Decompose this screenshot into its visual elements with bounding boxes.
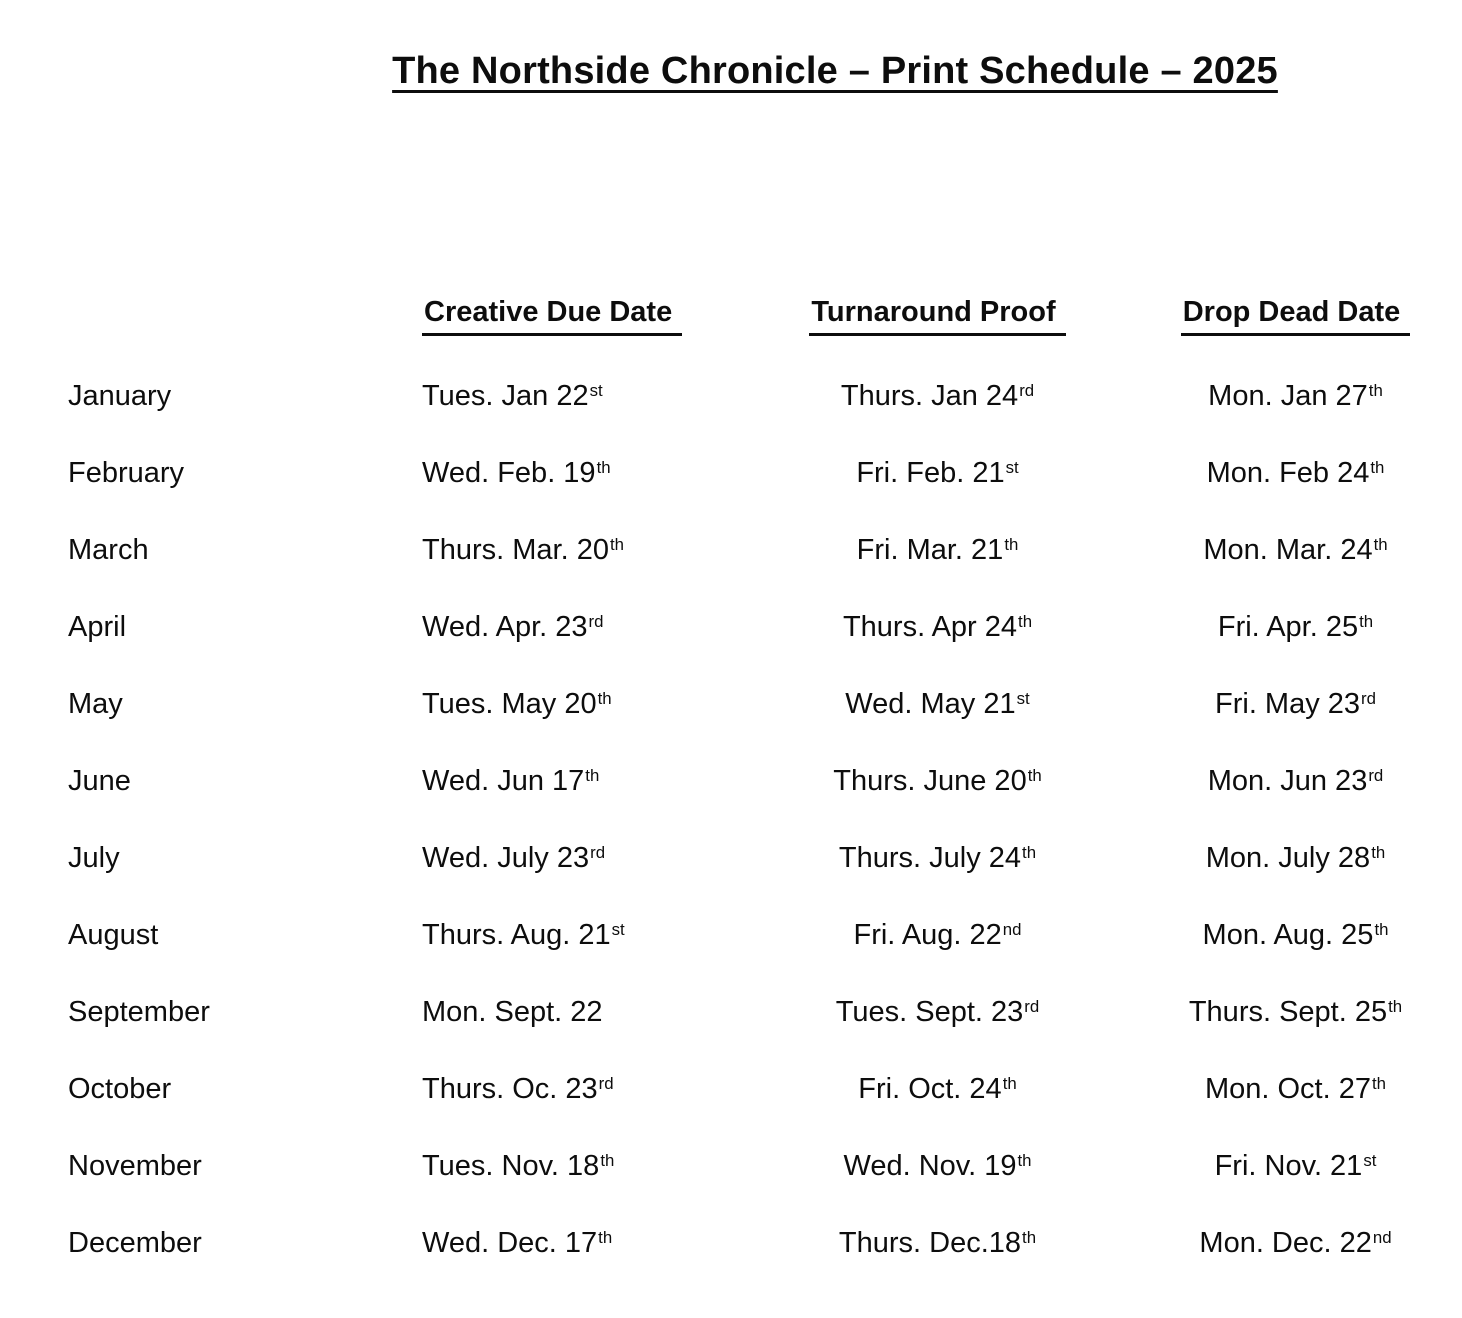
drop-dead-date-cell (1105, 1150, 1462, 1183)
drop-dead-date-cell (1105, 457, 1462, 490)
drop-dead-date-cell (1105, 688, 1462, 721)
ordinal-suffix: th (1004, 534, 1019, 554)
drop-dead-date-cell (1105, 919, 1462, 952)
ordinal-suffix: st (611, 919, 625, 939)
ordinal-suffix: rd (598, 1073, 614, 1093)
ordinal-suffix: th (600, 1150, 615, 1170)
creative-due-date-cell (422, 534, 770, 567)
creative-due-date-cell (422, 765, 770, 798)
ordinal-suffix: th (1371, 1073, 1387, 1093)
creative-due-date-cell (422, 611, 770, 644)
ordinal-suffix: st (589, 380, 603, 400)
creative-due-date-cell (422, 1073, 770, 1106)
page-title: The Northside Chronicle – Print Schedule – 2025 (392, 50, 1278, 92)
table-row-january (0, 358, 1462, 435)
ordinal-suffix: th (1371, 842, 1386, 862)
date-text: Mon. Oct. 27 (1204, 1073, 1371, 1105)
drop-dead-date-cell (1105, 1073, 1462, 1106)
table-row-march (0, 512, 1462, 589)
date-text: Thurs. Sept. 25 (1188, 996, 1388, 1028)
creative-due-date-cell (422, 996, 770, 1029)
creative-due-date-header: Creative Due Date (422, 296, 682, 336)
ordinal-suffix: rd (1361, 688, 1376, 708)
month-label: April (68, 611, 127, 643)
ordinal-suffix: th (1373, 534, 1388, 554)
turnaround-proof-cell (770, 534, 1105, 567)
ordinal-suffix: rd (588, 611, 604, 631)
date-text: Wed. Nov. 19 (843, 1150, 1017, 1182)
ordinal-suffix: nd (1002, 919, 1022, 939)
date-text: Wed. Jun 17 (422, 765, 585, 797)
date-text: Wed. Apr. 23 (422, 611, 588, 643)
ordinal-suffix: th (1018, 611, 1033, 631)
turnaround-proof-cell (770, 457, 1105, 490)
ordinal-suffix: rd (1368, 765, 1384, 785)
creative-due-date-cell (422, 1227, 770, 1260)
ordinal-suffix: rd (1024, 996, 1040, 1016)
date-text: Thurs. Mar. 20 (422, 534, 609, 566)
date-text: Fri. Oct. 24 (858, 1073, 1002, 1105)
date-text: Fri. Aug. 22 (853, 919, 1002, 951)
date-text: Mon. July 28 (1205, 842, 1371, 874)
ordinal-suffix: th (1368, 380, 1383, 400)
date-text: Wed. Feb. 19 (422, 457, 596, 489)
month-label: December (68, 1227, 202, 1259)
ordinal-suffix: rd (590, 842, 606, 862)
date-text: Tues. Sept. 23 (835, 996, 1024, 1028)
drop-dead-date-cell (1105, 996, 1462, 1029)
date-text: Thurs. Oc. 23 (422, 1073, 598, 1105)
turnaround-proof-header: Turnaround Proof (809, 296, 1065, 336)
table-row-november (0, 1128, 1462, 1205)
date-text: Mon. Feb 24 (1206, 457, 1370, 489)
drop-dead-date-cell (1105, 842, 1462, 875)
turnaround-proof-cell (770, 1150, 1105, 1183)
drop-dead-date-cell (1105, 380, 1462, 413)
turnaround-proof-cell (770, 1073, 1105, 1106)
date-text: Tues. Jan 22 (422, 380, 589, 412)
ordinal-suffix: th (1017, 1150, 1032, 1170)
creative-due-date-cell (422, 919, 770, 952)
month-label: November (68, 1150, 202, 1182)
month-label: August (68, 919, 159, 951)
turnaround-proof-cell (770, 611, 1105, 644)
table-row-february (0, 435, 1462, 512)
turnaround-proof-cell (770, 765, 1105, 798)
ordinal-suffix: th (1002, 1073, 1017, 1093)
date-text: Wed. Dec. 17 (422, 1227, 598, 1259)
ordinal-suffix: th (597, 688, 612, 708)
ordinal-suffix: st (1016, 688, 1030, 708)
creative-due-date-header-cell (422, 296, 770, 336)
month-label: September (68, 996, 210, 1028)
table-row-september (0, 974, 1462, 1051)
creative-due-date-cell (422, 380, 770, 413)
print-schedule-table (0, 296, 1462, 1282)
date-text: Mon. Jan 27 (1208, 380, 1368, 412)
ordinal-suffix: th (1022, 842, 1037, 862)
ordinal-suffix: th (1374, 919, 1389, 939)
drop-dead-date-cell (1105, 534, 1462, 567)
table-row-may (0, 666, 1462, 743)
creative-due-date-cell (422, 457, 770, 490)
date-text: Fri. Nov. 21 (1214, 1150, 1363, 1182)
table-row-december (0, 1205, 1462, 1282)
date-text: Thurs. Apr 24 (842, 611, 1018, 643)
month-label: July (68, 842, 120, 874)
date-text: Tues. Nov. 18 (422, 1150, 600, 1182)
date-text: Thurs. Jan 24 (840, 380, 1019, 412)
date-text: Mon. Dec. 22 (1199, 1227, 1372, 1259)
drop-dead-date-cell (1105, 1227, 1462, 1260)
ordinal-suffix: rd (1019, 380, 1035, 400)
table-row-august (0, 897, 1462, 974)
drop-dead-date-cell (1105, 611, 1462, 644)
ordinal-suffix: th (1359, 611, 1374, 631)
month-label: October (68, 1073, 172, 1105)
ordinal-suffix: th (596, 457, 611, 477)
date-text: Mon. Jun 23 (1207, 765, 1368, 797)
ordinal-suffix: th (1027, 765, 1042, 785)
turnaround-proof-cell (770, 380, 1105, 413)
date-text: Wed. May 21 (845, 688, 1016, 720)
ordinal-suffix: st (1363, 1150, 1377, 1170)
table-row-july (0, 820, 1462, 897)
date-text: Mon. Sept. 22 (422, 996, 603, 1028)
ordinal-suffix: th (1370, 457, 1385, 477)
date-text: Mon. Aug. 25 (1202, 919, 1374, 951)
date-text: Thurs. Aug. 21 (422, 919, 611, 951)
ordinal-suffix: th (598, 1227, 613, 1247)
date-text: Tues. May 20 (422, 688, 597, 720)
month-label: February (68, 457, 185, 489)
table-row-october (0, 1051, 1462, 1128)
turnaround-proof-cell (770, 919, 1105, 952)
table-header-row (0, 296, 1462, 358)
table-row-april (0, 589, 1462, 666)
drop-dead-date-header: Drop Dead Date (1181, 296, 1411, 336)
date-text: Fri. May 23 (1215, 688, 1361, 720)
month-label: January (68, 380, 172, 412)
drop-dead-date-header-cell (1105, 296, 1462, 336)
table-row-june (0, 743, 1462, 820)
ordinal-suffix: th (1022, 1227, 1037, 1247)
ordinal-suffix: th (1388, 996, 1403, 1016)
turnaround-proof-cell (770, 996, 1105, 1029)
date-text: Fri. Apr. 25 (1217, 611, 1359, 643)
ordinal-suffix: st (1005, 457, 1019, 477)
creative-due-date-cell (422, 842, 770, 875)
drop-dead-date-cell (1105, 765, 1462, 798)
date-text: Thurs. July 24 (838, 842, 1022, 874)
turnaround-proof-header-cell (770, 296, 1105, 336)
date-text: Fri. Mar. 21 (856, 534, 1004, 566)
creative-due-date-cell (422, 1150, 770, 1183)
month-label: June (68, 765, 131, 797)
creative-due-date-cell (422, 688, 770, 721)
ordinal-suffix: nd (1372, 1227, 1392, 1247)
month-label: May (68, 688, 123, 720)
date-text: Thurs. Dec.18 (838, 1227, 1022, 1259)
date-text: Mon. Mar. 24 (1203, 534, 1373, 566)
turnaround-proof-cell (770, 1227, 1105, 1260)
turnaround-proof-cell (770, 842, 1105, 875)
turnaround-proof-cell (770, 688, 1105, 721)
date-text: Wed. July 23 (422, 842, 590, 874)
date-text: Thurs. June 20 (833, 765, 1027, 797)
ordinal-suffix: th (609, 534, 624, 554)
month-label: March (68, 534, 149, 566)
ordinal-suffix: th (585, 765, 600, 785)
date-text: Fri. Feb. 21 (856, 457, 1005, 489)
